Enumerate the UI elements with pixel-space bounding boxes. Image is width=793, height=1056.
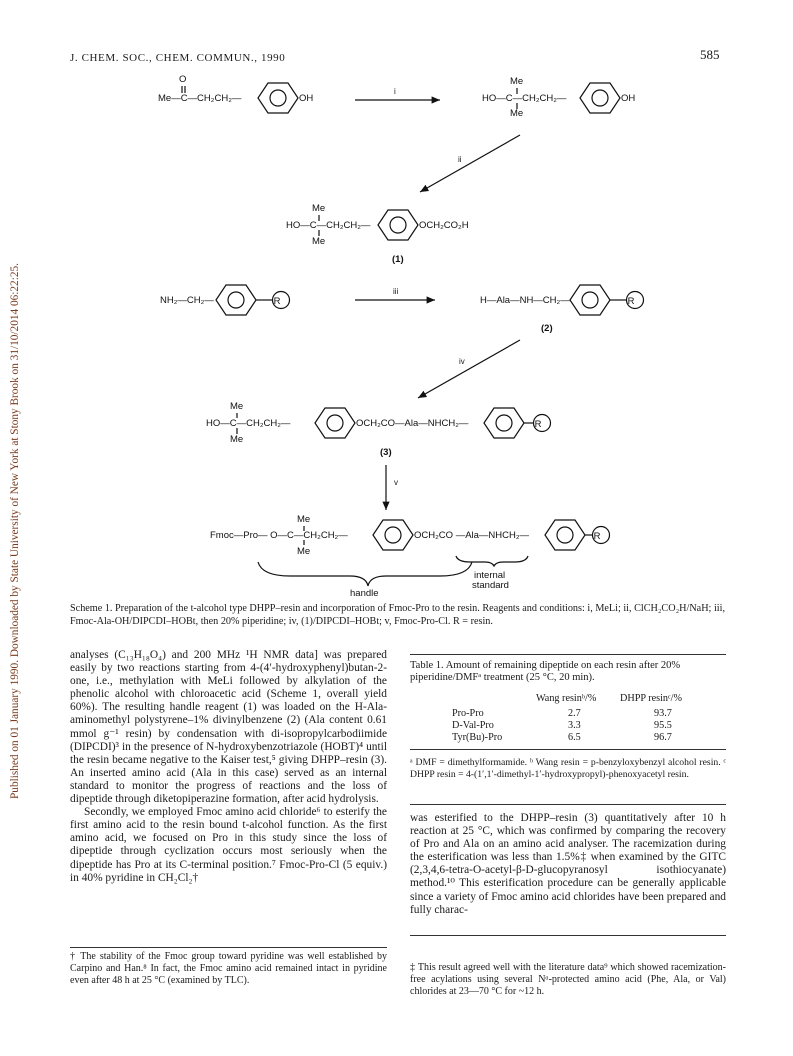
table-top-rule — [410, 654, 726, 655]
hydroxyl-label: OH — [621, 93, 636, 104]
internal-standard-label: internal — [474, 570, 506, 581]
table-cell: 6.5 — [568, 732, 581, 743]
table-cell: D-Val-Pro — [452, 720, 494, 731]
tertiary-alcohol-chain: HO—C—CH₂CH₂— — [286, 220, 371, 231]
resin-label: R — [593, 531, 601, 542]
arrow-label-ii: ii — [458, 155, 462, 164]
benzene-ring-1 — [258, 83, 298, 113]
benzene-ring-3 — [378, 210, 418, 240]
handle-label: handle — [350, 588, 379, 599]
ala-aminomethyl-label: H—Ala—NH—CH₂— — [480, 295, 570, 306]
resin-label: R — [627, 296, 635, 307]
handle-brace — [258, 562, 472, 586]
table-header-wang: Wang resinᵇ/% — [536, 693, 597, 704]
footnote-rule — [410, 935, 726, 936]
benzene-ring-9 — [545, 520, 585, 550]
compound-3-label: (3) — [380, 447, 392, 458]
tertiary-alcohol-chain: HO—C—CH₂CH₂— — [206, 418, 291, 429]
hydroxyl-label: OH — [299, 93, 314, 104]
table-cell: Tyr(Bu)-Pro — [452, 732, 503, 743]
right-column — [410, 812, 726, 917]
table-title: Table 1. Amount of remaining dipeptide on each resin after 20% piperidine/DMFᵃ treatment (25 °C, 20 min). — [410, 660, 681, 684]
tertiary-alcohol-chain: HO—C—CH₂CH₂— — [482, 93, 567, 104]
resin-label: R — [534, 419, 542, 430]
methyl-top: Me — [230, 401, 244, 412]
methyl-top: Me — [312, 203, 326, 214]
arrow-label-i: i — [394, 87, 396, 96]
arrow-label-v: v — [394, 478, 398, 487]
footnote-rule — [70, 947, 387, 948]
paragraph: was esterified to the DHPP–resin (3) quantitatively after 10 h reaction at 25 °C, which was confirmed by comparing the recovery of Pro and Ala on an amino acid analyser. The racemization during the esterification was less than 1.5%‡ when examined by the GITC (2,3,4,6-tetra-O-acetyl-β-D-glucopyranosyl isothiocyanate) method.¹⁰ This esterification procedure can be generally applicable since a variety of Fmoc amino acid chlorides have been prepared and fully charac- — [410, 812, 726, 916]
ketone-chain: Me—C—CH₂CH₂— — [158, 93, 242, 104]
download-notice: Published on 01 January 1990. Downloaded by State University of New York at Stony Brook on 31/10/2014 06:22:25. — [9, 263, 21, 799]
aminomethyl-label: NH₂—CH₂— — [160, 295, 214, 306]
methyl-bottom: Me — [510, 108, 524, 119]
table-cell: Pro-Pro — [452, 708, 484, 719]
benzene-ring-8 — [373, 520, 413, 550]
linker-ala-label: OCH₂CO —Ala—NHCH₂— — [414, 530, 530, 541]
table-cell: 2.7 — [568, 708, 581, 719]
footnote-double-dagger: ‡ This result agreed well with the literature data⁹ which showed racemization-free acylations using several Nᵅ-protected amino acid (Phe, Ala, or Val) chlorides at 23—70 °C for ~12 h. — [410, 962, 726, 997]
left-column — [70, 649, 387, 885]
resin-label: R — [273, 296, 281, 307]
paragraph: Secondly, we employed Fmoc amino acid chloride⁶ to esterify the first amino acid to the resin bound t-alcohol function. As the first amino acid, we focused on Pro in this study since the loss of dipeptide through cyclization occurs most seriously when the dipeptide has Pro at its C-terminal position.⁷ Fmoc-Pro-Cl (5 equiv.) in 40% pyridine in CH₂Cl₂† — [70, 806, 387, 884]
compound-2-label: (2) — [541, 323, 553, 334]
page-number: 585 — [700, 47, 720, 62]
table-cell: 93.7 — [654, 708, 672, 719]
arrow-label-iii: iii — [393, 287, 399, 296]
scheme-caption: Scheme 1. Preparation of the t-alcohol type DHPP–resin and incorporation of Fmoc-Pro to the resin. Reagents and conditions: i, MeLi; ii, ClCH₂CO₂H/NaH; iii, Fmoc-Ala-OH/DIPCDI–HOBt, then 20% piperidine; iv, (1)/DIPCDI–HOBt; v, Fmoc-Pro-Cl. R = resin. — [70, 603, 725, 627]
table-end-rule — [410, 804, 726, 805]
footnote-dagger: † The stability of the Fmoc group toward pyridine was well established by Carpino and Han.⁸ In fact, the Fmoc amino acid remained intact in pyridine even after 48 h at 25 °C (examined by TLC). — [70, 951, 387, 986]
methyl-bottom: Me — [230, 434, 244, 445]
internal-standard-label: standard — [472, 580, 509, 591]
methyl-bottom: Me — [297, 546, 311, 557]
table-bottom-rule — [410, 749, 726, 750]
paragraph: analyses (C₁₃H₁₈O₄) and 200 MHz ¹H NMR data] was prepared easily by two reactions starting from 4-(4′-hydroxyphenyl)butan-2-one, i.e., methylation with MeLi followed by alkylation of the phenolic alcohol with chloroacetic acid (Scheme 1, overall yield 60%). The resulting handle reagent (1) was loaded on the H-Ala-aminomethyl polystyrene–1% divinylbenzene (2) (Ala content 0.61 mmol g⁻¹ resin) by condensation with di-isopropylcarbodiimide (DIPCDI)³ in the presence of N-hydroxybenzotriazole (HOBT)⁴ until the resin became negative to the Kaiser test,⁵ giving DHPP–resin (3). An inserted amino acid (Ala in this case) served as an internal standard to monitor the progress of reactions and the loss of dipeptide through diketopiperazine formation, after acid hydrolysis. — [70, 649, 387, 806]
benzene-ring-2 — [580, 83, 620, 113]
benzene-ring-4 — [216, 285, 256, 315]
running-header: J. CHEM. SOC., CHEM. COMMUN., 1990 — [70, 52, 286, 64]
table-cell: 3.3 — [568, 720, 581, 731]
benzene-ring-7 — [484, 408, 524, 438]
benzene-ring-6 — [315, 408, 355, 438]
carbonyl-o: O — [179, 74, 187, 85]
linker-ala-label: OCH₂CO—Ala—NHCH₂— — [356, 418, 469, 429]
fmoc-pro-ester-chain: Fmoc—Pro— O—C—CH₂CH₂— — [210, 530, 348, 541]
oxyacetic-acid-label: OCH₂CO₂H — [419, 220, 469, 231]
compound-1-label: (1) — [392, 254, 404, 265]
methyl-bottom: Me — [312, 236, 326, 247]
internal-standard-brace — [456, 556, 528, 566]
table-header-dhpp: DHPP resinᶜ/% — [620, 693, 682, 704]
arrow-label-iv: iv — [459, 357, 465, 366]
methyl-top: Me — [297, 514, 311, 525]
table-notes: ᵃ DMF = dimethylformamide. ᵇ Wang resin = p-benzyloxybenzyl alcohol resin. ᶜ DHPP resin = 4-(1′,1′-dimethyl-1′-hydroxypropyl)-phenoxyacetyl resin. — [410, 757, 726, 780]
methyl-top: Me — [510, 76, 524, 87]
table-cell: 95.5 — [654, 720, 672, 731]
table-cell: 96.7 — [654, 732, 672, 743]
benzene-ring-5 — [570, 285, 610, 315]
